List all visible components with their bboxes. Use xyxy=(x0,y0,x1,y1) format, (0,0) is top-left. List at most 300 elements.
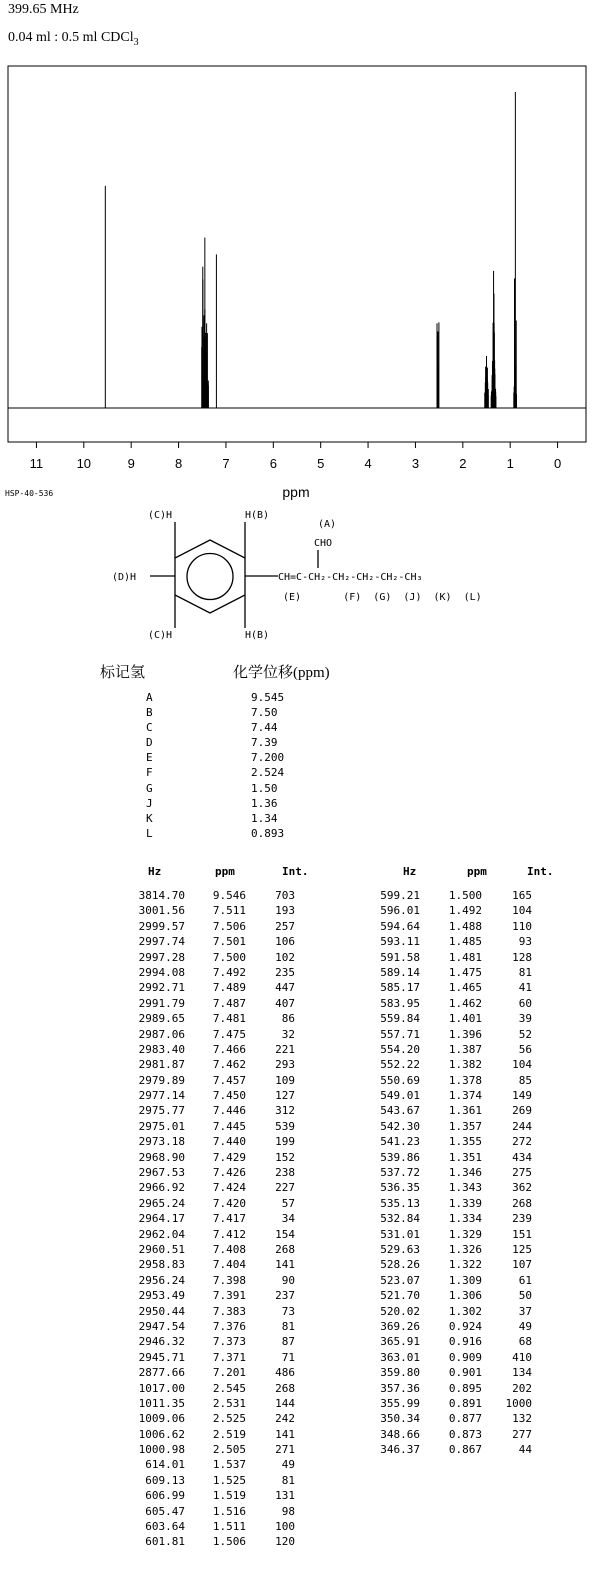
peak-hz: 2992.71 xyxy=(138,981,185,995)
peak-table-row xyxy=(110,1257,310,1272)
peak-hz: 346.37 xyxy=(380,1443,420,1457)
peak-ppm: 7.391 xyxy=(212,1289,246,1303)
peak-int: 107 xyxy=(512,1258,532,1272)
peak-ppm: 1.357 xyxy=(448,1119,482,1133)
peak-int: 68 xyxy=(518,1335,532,1349)
peak-int: 239 xyxy=(512,1212,532,1226)
peak-int: 238 xyxy=(275,1166,295,1180)
peak-int: 165 xyxy=(512,889,532,902)
peak-int: 269 xyxy=(512,1104,532,1118)
peak-int: 39 xyxy=(518,1012,532,1026)
peak-hz: 2966.92 xyxy=(138,1181,185,1195)
peak-ppm: 7.481 xyxy=(212,1012,246,1026)
peak-hz: 365.91 xyxy=(380,1335,420,1349)
peak-table-right xyxy=(350,888,560,1457)
peak-ppm: 7.424 xyxy=(212,1181,246,1195)
peak-int: 32 xyxy=(281,1027,295,1041)
peak-int: 268 xyxy=(275,1381,295,1395)
peak-int: 52 xyxy=(518,1027,532,1041)
peak-ppm: 7.450 xyxy=(212,1089,246,1103)
peak-hz: 528.26 xyxy=(380,1258,420,1272)
peak-hz: 350.34 xyxy=(380,1412,420,1426)
peak-table-row xyxy=(110,1196,310,1211)
peak-ppm: 0.873 xyxy=(448,1427,482,1441)
peak-int: 154 xyxy=(275,1227,295,1241)
peak-ppm: 7.501 xyxy=(212,935,246,949)
peak-int: 141 xyxy=(275,1427,295,1441)
peak-ppm: 7.398 xyxy=(212,1273,246,1287)
peak-int: 127 xyxy=(275,1089,295,1103)
peak-table-row xyxy=(110,1119,310,1134)
peak-table-row xyxy=(110,1103,310,1118)
peak-table-row xyxy=(110,1165,310,1180)
peak-table-row xyxy=(350,980,560,995)
peak-int: 199 xyxy=(275,1135,295,1149)
peak-table-row xyxy=(110,1042,310,1057)
peak-hz: 2983.40 xyxy=(138,1042,185,1056)
assignment-label: D xyxy=(146,736,153,750)
x-tick-label: 3 xyxy=(411,456,420,471)
peak-ppm: 1.462 xyxy=(448,996,482,1010)
assignment-row xyxy=(146,705,284,720)
assignment-label: F xyxy=(146,766,153,780)
peak-table-row xyxy=(350,1165,560,1180)
peak-int: 56 xyxy=(518,1042,532,1056)
peak-hz: 1000.98 xyxy=(138,1443,185,1457)
peak-ppm: 1.322 xyxy=(448,1258,482,1272)
peak-int: 268 xyxy=(512,1196,532,1210)
peak-int: 134 xyxy=(512,1366,532,1380)
peak-table-row xyxy=(350,1027,560,1042)
compound-code: HSP-40-536 xyxy=(5,489,54,498)
peak-hz: 557.71 xyxy=(380,1027,420,1041)
peak-int: 81 xyxy=(518,965,532,979)
peak-hz: 537.72 xyxy=(380,1166,420,1180)
x-tick-label: 0 xyxy=(553,456,562,471)
label-b-top: H(B) xyxy=(245,510,270,521)
peak-table-row xyxy=(110,996,310,1011)
peak-hz: 2953.49 xyxy=(138,1289,185,1303)
peak-hz: 521.70 xyxy=(380,1289,420,1303)
peak-ppm: 1.500 xyxy=(448,889,482,902)
peak-int: 81 xyxy=(281,1319,295,1333)
assignment-row xyxy=(146,720,284,735)
peak-int: 362 xyxy=(512,1181,532,1195)
peak-hz: 355.99 xyxy=(380,1396,420,1410)
peak-table-row xyxy=(350,1150,560,1165)
assignment-label: K xyxy=(146,811,153,825)
peak-hz: 539.86 xyxy=(380,1150,420,1164)
peak-table-row xyxy=(350,934,560,949)
assignment-row xyxy=(146,811,284,826)
sample-label xyxy=(8,30,139,48)
peak-table-row xyxy=(110,1442,310,1457)
peak-table-row xyxy=(110,1350,310,1365)
peak-hz: 596.01 xyxy=(380,904,420,918)
peak-ppm: 7.500 xyxy=(212,950,246,964)
peak-hz: 2968.90 xyxy=(138,1150,185,1164)
sample-prefix: 0.04 ml : 0.5 ml CDCl xyxy=(8,30,134,45)
peak-ppm: 1.465 xyxy=(448,981,482,995)
label-d: (D)H xyxy=(112,572,137,583)
peak-ppm: 7.426 xyxy=(212,1166,246,1180)
peak-ppm: 1.351 xyxy=(448,1150,482,1164)
peak-ppm: 1.537 xyxy=(212,1458,246,1472)
peak-table-row xyxy=(110,1396,310,1411)
peak-hz: 2967.53 xyxy=(138,1166,185,1180)
peak-hz: 348.66 xyxy=(380,1427,420,1441)
peak-ppm: 7.412 xyxy=(212,1227,246,1241)
peak-hz: 532.84 xyxy=(380,1212,420,1226)
peak-ppm: 7.506 xyxy=(212,919,246,933)
peak-hz: 2997.28 xyxy=(138,950,185,964)
peak-ppm: 0.867 xyxy=(448,1443,482,1457)
peak-ppm: 0.895 xyxy=(448,1381,482,1395)
peak-int: 227 xyxy=(275,1181,295,1195)
peak-table-row xyxy=(350,1381,560,1396)
peak-hz: 2999.57 xyxy=(138,919,185,933)
assignment-label: A xyxy=(146,691,153,704)
peak-int: 81 xyxy=(281,1473,295,1487)
peak-ppm: 7.462 xyxy=(212,1058,246,1072)
peak-int: 242 xyxy=(275,1412,295,1426)
peak-hz: 1006.62 xyxy=(138,1427,185,1441)
peak-ppm: 7.373 xyxy=(212,1335,246,1349)
peak-ppm: 7.475 xyxy=(212,1027,246,1041)
peak-table-row xyxy=(110,1427,310,1442)
peak-ppm: 9.546 xyxy=(212,889,246,902)
peak-ppm: 7.489 xyxy=(212,981,246,995)
peak-table-row xyxy=(350,1319,560,1334)
peak-ppm: 1.511 xyxy=(212,1520,246,1534)
peak-ppm: 7.445 xyxy=(212,1119,246,1133)
peak-table-row xyxy=(350,1334,560,1349)
peak-int: 61 xyxy=(518,1273,532,1287)
assignment-label: E xyxy=(146,751,153,765)
peak-int: 120 xyxy=(275,1535,295,1549)
peak-hz: 2991.79 xyxy=(138,996,185,1010)
peak-table-row xyxy=(350,1196,560,1211)
peak-table-row xyxy=(110,1011,310,1026)
peak-int: 539 xyxy=(275,1119,295,1133)
peak-int: 60 xyxy=(518,996,532,1010)
peak-ppm: 0.901 xyxy=(448,1366,482,1380)
peak-int: 1000 xyxy=(505,1396,532,1410)
peak-table-row xyxy=(110,965,310,980)
peak-int: 100 xyxy=(275,1520,295,1534)
peak-int: 87 xyxy=(281,1335,295,1349)
assignment-shift: 7.39 xyxy=(251,736,278,750)
peak-int: 71 xyxy=(281,1350,295,1364)
peak-hz: 2958.83 xyxy=(138,1258,185,1272)
peak-table-row xyxy=(350,1304,560,1319)
peak-table-row xyxy=(110,1304,310,1319)
peak-table-row xyxy=(350,1088,560,1103)
peak-ppm: 2.545 xyxy=(212,1381,246,1395)
peak-int: 57 xyxy=(281,1196,295,1210)
assignment-row xyxy=(146,781,284,796)
peak-ppm: 7.404 xyxy=(212,1258,246,1272)
peak-table-row xyxy=(110,1273,310,1288)
x-tick-label: 10 xyxy=(76,456,92,471)
peak-hz: 601.81 xyxy=(145,1535,185,1549)
peak-table-row xyxy=(350,1427,560,1442)
assignment-label: C xyxy=(146,721,153,735)
label-c-top: (C)H xyxy=(148,510,173,521)
peak-hz: 2979.89 xyxy=(138,1073,185,1087)
peak-ppm: 7.201 xyxy=(212,1366,246,1380)
peak-ppm: 1.488 xyxy=(448,919,482,933)
peak-table-row xyxy=(110,1365,310,1380)
x-tick-label: 9 xyxy=(127,456,135,471)
peak-hz: 2945.71 xyxy=(138,1350,185,1364)
peak-table-row xyxy=(110,1457,310,1472)
peak-table-row xyxy=(110,1534,310,1549)
peak-table-row xyxy=(350,1442,560,1457)
peak-table-row xyxy=(350,1273,560,1288)
peak-hz: 605.47 xyxy=(145,1504,185,1518)
peak-hz: 554.20 xyxy=(380,1042,420,1056)
x-tick-label: 2 xyxy=(459,456,467,471)
peak-hz: 541.23 xyxy=(380,1135,420,1149)
peak-ppm: 1.306 xyxy=(448,1289,482,1303)
peak-table-row xyxy=(350,965,560,980)
peak-table-row xyxy=(110,1473,310,1488)
frequency-label: 399.65 MHz xyxy=(8,2,79,17)
peak-table-row xyxy=(350,1257,560,1272)
peak-hz: 363.01 xyxy=(380,1350,420,1364)
peak-hz: 3001.56 xyxy=(138,904,185,918)
x-tick-label: 7 xyxy=(222,456,230,471)
peak-table-row xyxy=(110,1519,310,1534)
peak-table-row xyxy=(110,1057,310,1072)
peak-table-row xyxy=(110,919,310,934)
assignment-label-header: 标记氢 xyxy=(100,665,146,681)
peak-table-row xyxy=(110,1288,310,1303)
peak-int: 141 xyxy=(275,1258,295,1272)
peak-ppm: 2.531 xyxy=(212,1396,246,1410)
peak-ppm: 7.376 xyxy=(212,1319,246,1333)
peak-int: 312 xyxy=(275,1104,295,1118)
assignment-shift: 1.50 xyxy=(251,781,278,795)
assignment-label: L xyxy=(146,826,153,840)
x-tick-label: 8 xyxy=(174,456,183,471)
label-b-bottom: H(B) xyxy=(245,630,270,641)
peak-ppm: 1.382 xyxy=(448,1058,482,1072)
peak-hz: 2960.51 xyxy=(138,1242,185,1256)
peak-int: 90 xyxy=(281,1273,295,1287)
peak-int: 149 xyxy=(512,1089,532,1103)
assignment-shift: 1.34 xyxy=(251,811,278,825)
peak-ppm: 7.487 xyxy=(212,996,246,1010)
peak-hz: 2956.24 xyxy=(138,1273,185,1287)
peak-hz: 2975.77 xyxy=(138,1104,185,1118)
peak-int: 44 xyxy=(518,1443,532,1457)
label-chain: CH=C-CH₂-CH₂-CH₂-CH₂-CH₃ xyxy=(278,572,423,583)
peak-ppm: 1.485 xyxy=(448,935,482,949)
peak-ppm: 2.505 xyxy=(212,1443,246,1457)
peak-ppm: 1.481 xyxy=(448,950,482,964)
peak-ppm: 7.446 xyxy=(212,1104,246,1118)
assignment-row xyxy=(146,796,284,811)
peak-hz: 614.01 xyxy=(145,1458,185,1472)
assignment-row xyxy=(146,765,284,780)
peak-table-row xyxy=(110,1027,310,1042)
peak-hz: 552.22 xyxy=(380,1058,420,1072)
assignment-shift: 0.893 xyxy=(251,826,285,840)
assignment-shift-header: 化学位移(ppm) xyxy=(233,665,330,681)
peak-ppm: 1.378 xyxy=(448,1073,482,1087)
peak-int: 257 xyxy=(275,919,295,933)
peak-ppm: 1.492 xyxy=(448,904,482,918)
peak-int: 34 xyxy=(281,1212,295,1226)
x-tick-label: 11 xyxy=(29,456,44,471)
assignment-table xyxy=(146,690,284,841)
peak-hz: 531.01 xyxy=(380,1227,420,1241)
peak-series xyxy=(105,92,516,408)
peak-table-row xyxy=(350,1242,560,1257)
x-tick-label: 1 xyxy=(506,456,514,471)
peak-ppm: 2.525 xyxy=(212,1412,246,1426)
peak-ppm: 7.466 xyxy=(212,1042,246,1056)
peak-ppm: 7.511 xyxy=(212,904,246,918)
peak-hz: 2989.65 xyxy=(138,1012,185,1026)
peak-table-row xyxy=(110,1381,310,1396)
peak-table-row xyxy=(350,888,560,903)
peak-ppm: 0.924 xyxy=(448,1319,482,1333)
peak-table-row xyxy=(110,980,310,995)
peak-table-row xyxy=(110,1180,310,1195)
peak-table-row xyxy=(110,934,310,949)
peak-int: 128 xyxy=(512,950,532,964)
peak-int: 272 xyxy=(512,1135,532,1149)
peak-ppm: 1.516 xyxy=(212,1504,246,1518)
peak-table-row xyxy=(110,1504,310,1519)
peak-table-row xyxy=(110,1227,310,1242)
peak-ppm: 1.475 xyxy=(448,965,482,979)
peak-table-row xyxy=(110,888,310,903)
peak-table-row xyxy=(350,1180,560,1195)
peak-hz: 535.13 xyxy=(380,1196,420,1210)
peak-ppm: 1.334 xyxy=(448,1212,482,1226)
peak-hz: 369.26 xyxy=(380,1319,420,1333)
peak-ppm: 7.429 xyxy=(212,1150,246,1164)
peak-int: 151 xyxy=(512,1227,532,1241)
peak-hz: 542.30 xyxy=(380,1119,420,1133)
peak-int: 202 xyxy=(512,1381,532,1395)
assignment-shift: 7.50 xyxy=(251,706,278,720)
peak-hz: 523.07 xyxy=(380,1273,420,1287)
peak-ppm: 1.374 xyxy=(448,1089,482,1103)
x-axis-title: ppm xyxy=(282,484,310,500)
peak-hz: 550.69 xyxy=(380,1073,420,1087)
assignment-label: J xyxy=(146,796,153,810)
peak-table-row xyxy=(350,1103,560,1118)
peak-int: 86 xyxy=(281,1012,295,1026)
peak-int: 293 xyxy=(275,1058,295,1072)
peak-int: 277 xyxy=(512,1427,532,1441)
peak-int: 73 xyxy=(281,1304,295,1318)
peak-ppm: 1.329 xyxy=(448,1227,482,1241)
peak-hz: 559.84 xyxy=(380,1012,420,1026)
peak-table-row xyxy=(110,1134,310,1149)
peak-hz: 536.35 xyxy=(380,1181,420,1195)
label-cho: CHO xyxy=(314,538,333,549)
peak-int: 93 xyxy=(518,935,532,949)
peak-ppm: 1.355 xyxy=(448,1135,482,1149)
plot-frame xyxy=(8,66,586,442)
peak-ppm: 7.383 xyxy=(212,1304,246,1318)
assignment-shift: 7.44 xyxy=(251,721,278,735)
assignment-shift: 9.545 xyxy=(251,691,285,704)
x-tick-label: 5 xyxy=(317,456,325,471)
peak-ppm: 1.396 xyxy=(448,1027,482,1041)
peak-ppm: 7.457 xyxy=(212,1073,246,1087)
peak-table-row xyxy=(350,1227,560,1242)
peak-int: 244 xyxy=(512,1119,532,1133)
assignment-row xyxy=(146,735,284,750)
peak-ppm: 0.891 xyxy=(448,1396,482,1410)
peak-hz: 589.14 xyxy=(380,965,420,979)
peak-table-row xyxy=(350,996,560,1011)
peak-int: 271 xyxy=(275,1443,295,1457)
peak-int: 49 xyxy=(518,1319,532,1333)
peak-ppm: 1.401 xyxy=(448,1012,482,1026)
peak-ppm: 1.519 xyxy=(212,1489,246,1503)
peak-ppm: 0.877 xyxy=(448,1412,482,1426)
peak-table-row xyxy=(350,1411,560,1426)
peak-table-row xyxy=(110,903,310,918)
peak-hz: 2997.74 xyxy=(138,935,185,949)
x-axis xyxy=(30,442,562,471)
peak-table-row xyxy=(110,1411,310,1426)
peak-hz: 357.36 xyxy=(380,1381,420,1395)
peak-table-row xyxy=(110,1211,310,1226)
peak-int: 106 xyxy=(275,935,295,949)
peak-hz: 2962.04 xyxy=(138,1227,185,1241)
peak-table-row xyxy=(350,1119,560,1134)
peak-table-right-int-header: Int. xyxy=(527,865,554,878)
peak-table-row xyxy=(110,1319,310,1334)
peak-int: 235 xyxy=(275,965,295,979)
peak-int: 703 xyxy=(275,889,295,902)
peak-int: 102 xyxy=(275,950,295,964)
peak-ppm: 1.339 xyxy=(448,1196,482,1210)
peak-hz: 2877.66 xyxy=(138,1366,185,1380)
peak-hz: 520.02 xyxy=(380,1304,420,1318)
peak-ppm: 7.408 xyxy=(212,1242,246,1256)
peak-ppm: 1.506 xyxy=(212,1535,246,1549)
peak-table-row xyxy=(350,1211,560,1226)
peak-table-row xyxy=(110,1242,310,1257)
peak-table-left-hz-header: Hz xyxy=(148,865,162,878)
peak-table-left xyxy=(110,888,310,1550)
assignment-row xyxy=(146,826,284,841)
peak-table-row xyxy=(350,1350,560,1365)
peak-int: 41 xyxy=(518,981,532,995)
peak-ppm: 1.326 xyxy=(448,1242,482,1256)
peak-int: 144 xyxy=(275,1396,295,1410)
peak-hz: 529.63 xyxy=(380,1242,420,1256)
peak-table-left-int-header: Int. xyxy=(282,865,309,878)
peak-int: 131 xyxy=(275,1489,295,1503)
peak-int: 50 xyxy=(518,1289,532,1303)
peak-int: 49 xyxy=(281,1458,295,1472)
assignment-shift: 1.36 xyxy=(251,796,278,810)
peak-ppm: 7.371 xyxy=(212,1350,246,1364)
peak-int: 275 xyxy=(512,1166,532,1180)
x-tick-label: 6 xyxy=(269,456,277,471)
